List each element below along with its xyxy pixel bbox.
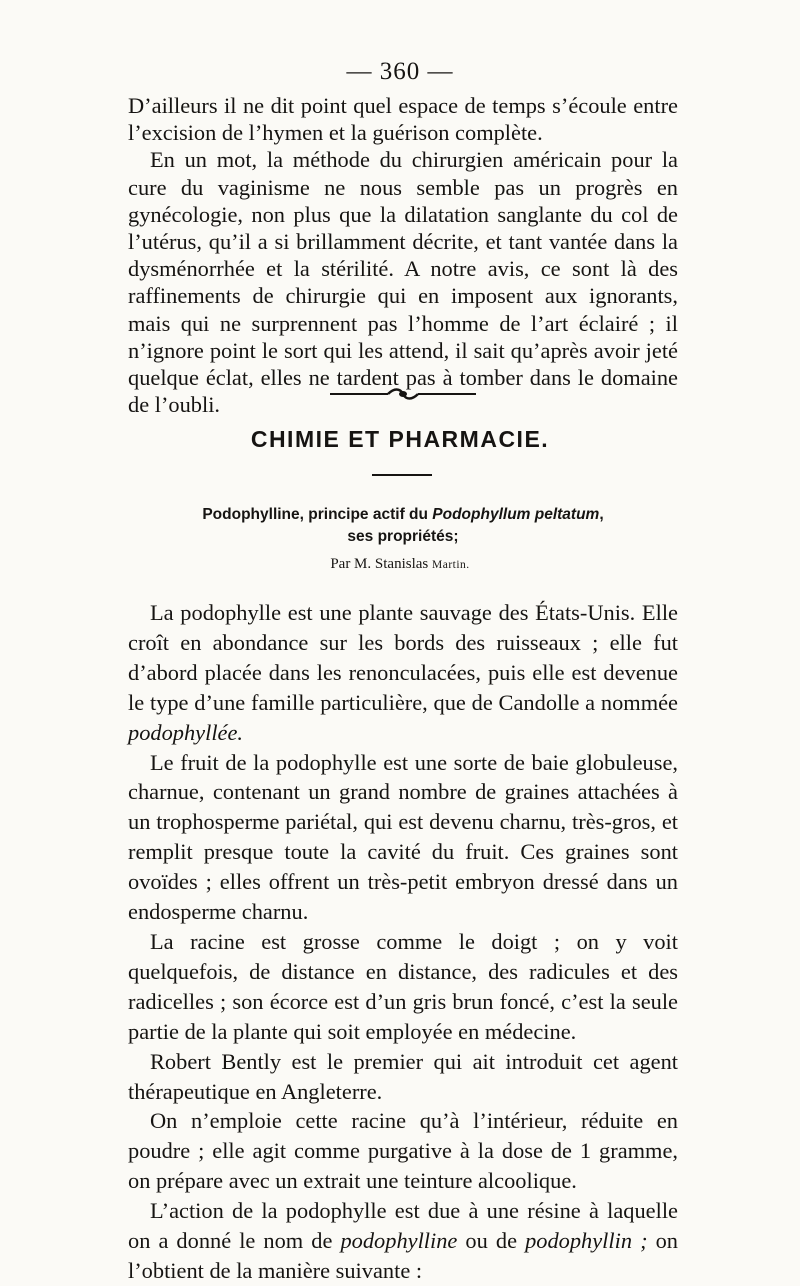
italic-term: podophyllée. <box>128 719 244 745</box>
italic-term: podophyllin ; <box>525 1228 648 1254</box>
section-title: CHIMIE ET PHARMACIE. <box>250 426 550 452</box>
paragraph: En un mot, la méthode du chirurgien américain pour la cure du vaginisme ne nous semble pas un progrès en gynécologie, non plus que la dilatation sanglante du col de l’utérus, qu’il a si brillamment décrite, et tant vantée dans la dysménorrhée et la stérilité. A notre avis, ce sont là des raffinements de chirurgie qui en imposent aux ignorants, mais qui ne surprennent pas l’homme de l’art éclairé ; il n’ignore point le sort qui les attend, il sait qu’après avoir jeté quelque éclat, elles ne tardent pas à tomber dans le domaine de l’oubli. <box>128 147 678 418</box>
paragraph: Le fruit de la podophylle est une sorte de baie globuleuse, charnue, contenant un grand nombre de graines attachées à un trophosperme pariétal, qui est devenu charnu, très-gros, et remplit presque toute la cavité du fruit. Ces graines sont ovoïdes ; elles offrent un très-petit embryon dressé dans un endosperme charnu. <box>128 749 678 925</box>
byline <box>0 556 800 573</box>
author-name: Martin. <box>431 559 470 571</box>
article-title <box>128 504 678 548</box>
text-run: on l’obtient de la manière suivante : <box>128 1228 678 1283</box>
article-subtitle: ses propriétés; <box>347 528 459 545</box>
byline-prefix: Par M. Stanislas <box>330 556 432 572</box>
previous-article-text <box>128 92 678 418</box>
paragraph: On n’emploie cette racine qu’à l’intérieur, réduite en poudre ; elle agit comme purgative à la dose de 1 gramme, on prépare avec un extrait une teinture alcoolique. <box>128 1108 678 1194</box>
article-body <box>128 598 678 1286</box>
text-run: ou de <box>457 1228 526 1254</box>
paragraph: D’ailleurs il ne dit point quel espace de temps s’écoule entre l’excision de l’hymen et la guérison complète. <box>128 93 678 146</box>
text-run: La podophylle est une plante sauvage des États-Unis. Elle croît en abondance sur les bords des ruisseaux ; elle fut d’abord placée dans les renonculacées, puis elle est devenue le type d’une famille particulière, que de Candolle a nommée <box>128 600 678 715</box>
divider <box>372 474 432 476</box>
text-run: L’action de la podophylle est due à une résine à laquelle on a donné le nom de <box>128 1198 678 1254</box>
ornamental-divider <box>330 385 476 403</box>
article-title-part: , <box>599 506 604 523</box>
paragraph: Robert Bently est le premier qui ait introduit cet agent thérapeutique en Angleterre. <box>128 1048 678 1104</box>
paragraph: La racine est grosse comme le doigt ; on y voit quelquefois, de distance en distance, des radicules et des radicelles ; son écorce est d’un gris brun foncé, c’est la seule partie de la plante qui soit employée en médecine. <box>128 928 678 1044</box>
italic-term: podophylline <box>340 1228 458 1254</box>
paragraph <box>128 1196 678 1286</box>
paragraph <box>128 598 678 748</box>
article-title-species: Podophyllum peltatum <box>432 506 600 523</box>
article-title-part: Podophylline, principe actif du <box>202 506 433 523</box>
page-number: — 360 — <box>346 58 454 85</box>
